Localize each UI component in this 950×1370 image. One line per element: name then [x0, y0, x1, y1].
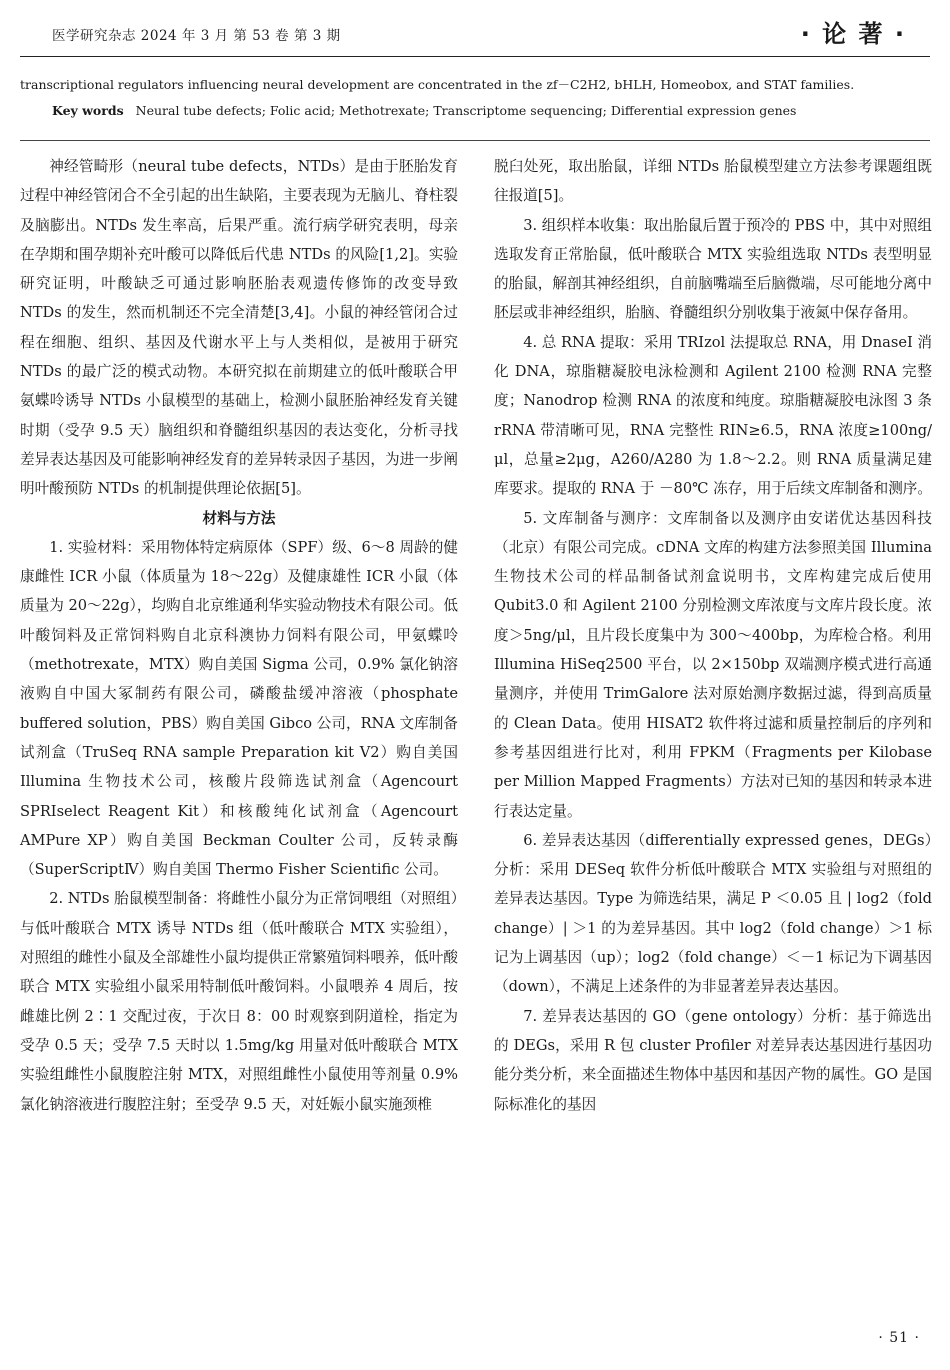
abstract-tail	[20, 72, 930, 124]
paragraph-go-analysis: 7. 差异表达基因的 GO（gene ontology）分析：基于筛选出的 DEGs，采用 R 包 cluster Profiler 对差异表达基因进行基因功能分类分析，来全面描述生物体中基因和基因产物的属性。GO 是国际标准化的基因	[494, 1007, 932, 1113]
journal-info: 医学研究杂志 2024 年 3 月 第 53 卷 第 3 期	[52, 28, 341, 44]
paragraph-model-prep: 2. NTDs 胎鼠模型制备：将雌性小鼠分为正常饲喂组（对照组）与低叶酸联合 MTX 诱导 NTDs 组（低叶酸联合 MTX 实验组），对照组的雌性小鼠及全部雄性小鼠均提供正常繁殖饲料喂养，低叶酸联合 MTX 实验组小鼠采用特制低叶酸饲料。小鼠喂养 4 周后，按雌雄比例 2∶1 交配过夜，于次日 8：00 时观察到阴道栓，指定为受孕 0.5 天；受孕 7.5 天时以 1.5mg/kg 用量对低叶酸联合 MTX 实验组雌性小鼠腹腔注射 MTX，对照组雌性小鼠使用等剂量 0.9% 氯化钠溶液进行腹腔注射；至受孕 9.5 天，对妊娠小鼠实施颈椎	[20, 890, 458, 1113]
page-number: · 51 ·	[878, 1330, 920, 1346]
keywords-line	[20, 98, 930, 124]
header-rule	[20, 56, 930, 57]
paragraph-sample-collection: 3. 组织样本收集：取出胎鼠后置于预冷的 PBS 中，其中对照组选取发育正常胎鼠，低叶酸联合 MTX 实验组选取 NTDs 表型明显的胎鼠，解剖其神经组织，自前脑嘴端至后脑微端，尽可能地分离中胚层或非神经组织，胎脑、脊髓组织分别收集于液氮中保存备用。	[494, 216, 932, 322]
abstract-last-line: transcriptional regulators influencing neural development are concentrated in the zf－C2H2, bHLH, Homeobox, and STAT families.	[20, 77, 855, 92]
paragraph-deg-analysis: 6. 差异表达基因（differentially expressed genes，DEGs）分析：采用 DESeq 软件分析低叶酸联合 MTX 实验组与对照组的差异表达基因。Type 为筛选结果，满足 P ＜0.05 且 | log2（fold change）| ＞1 的为差异基因。其中 log2（fold change）＞1 标记为上调基因（up）；log2（fold change）＜－1 标记为下调基因（down），不满足上述条件的为非显著差异表达基因。	[494, 831, 932, 996]
section-rule	[20, 140, 930, 141]
keywords-label: Key words	[52, 103, 124, 118]
paragraph-model-prep-cont: 脱臼处死，取出胎鼠，详细 NTDs 胎鼠模型建立方法参考课题组既往报道[5]。	[494, 158, 932, 205]
page-header	[0, 0, 950, 54]
intro-paragraph: 神经管畸形（neural tube defects，NTDs）是由于胚胎发育过程中神经管闭合不全引起的出生缺陷，主要表现为无脑儿、脊柱裂及脑膨出。NTDs 发生率高，后果严重。流行病学研究表明，母亲在孕期和围孕期补充叶酸可以降低后代患 NTDs 的风险[1,2]。实验研究证明，叶酸缺乏可通过影响胚胎表观遗传修饰的改变导致 NTDs 的发生，然而机制还不完全清楚[3,4]。小鼠的神经管闭合过程在细胞、组织、基因及代谢水平上与人类相似，是被用于研究 NTDs 的最广泛的模式动物。本研究拟在前期建立的低叶酸联合甲氨蝶呤诱导 NTDs 小鼠模型的基础上，检测小鼠胚胎神经发育关键时期（受孕 9.5 天）脑组织和脊髓组织基因的表达变化，分析寻找差异表达基因及可能影响神经发育的差异转录因子基因，为进一步阐明叶酸预防 NTDs 的机制提供理论依据[5]。	[20, 158, 458, 498]
paragraph-rna-extraction: 4. 总 RNA 提取：采用 TRIzol 法提取总 RNA，用 DnaseⅠ 消化 DNA，琼脂糖凝胶电泳检测和 Agilent 2100 检测 RNA 完整度；Nanodrop 检测 RNA 的浓度和纯度。琼脂糖凝胶电泳图 3 条 rRNA 带清晰可见，RNA 完整性 RIN≥6.5，RNA 浓度≥100ng/μl，总量≥2μg，A260/A280 为 1.8～2.2。则 RNA 质量满足建库要求。提取的 RNA 于 －80℃ 冻存，用于后续文库制备和测序。	[494, 333, 932, 498]
left-column	[20, 152, 458, 1119]
paragraph-library-sequencing: 5. 文库制备与测序：文库制备以及测序由安诺优达基因科技（北京）有限公司完成。cDNA 文库的构建方法参照美国 Illumina 生物技术公司的样品制备试剂盒说明书，文库构建完成后使用 Qubit3.0 和 Agilent 2100 分别检测文库浓度与文库片段长度。浓度＞5ng/μl，且片段长度集中为 300～400bp，为库检合格。利用 Illumina HiSeq2500 平台，以 2×150bp 双端测序模式进行高通量测序，并使用 TrimGalore 法对原始测序数据过滤，得到高质量的 Clean Data。使用 HISAT2 软件将过滤和质量控制后的序列和参考基因组进行比对，利用 FPKM（Fragments per Kilobase per Million Mapped Fragments）方法对已知的基因和转录本进行表达定量。	[494, 509, 932, 820]
keywords-text: Neural tube defects; Folic acid; Methotrexate; Transcriptome sequencing; Differential expression genes	[135, 103, 797, 118]
right-column	[494, 152, 932, 1119]
methods-heading: 材料与方法	[202, 509, 276, 527]
section-label: · 论 著 ·	[800, 20, 906, 48]
paragraph-materials: 1. 实验材料：采用物体特定病原体（SPF）级、6～8 周龄的健康雌性 ICR 小鼠（体质量为 18～22g）及健康雄性 ICR 小鼠（体质量为 20～22g），均购自北京维通利华实验动物技术有限公司。低叶酸饲料及正常饲料购自北京科澳协力饲料有限公司，甲氨蝶呤（methotrexate，MTX）购自美国 Sigma 公司，0.9% 氯化钠溶液购自中国大冢制药有限公司，磷酸盐缓冲溶液（phosphate buffered solution，PBS）购自美国 Gibco 公司，RNA 文库制备试剂盒（TruSeq RNA sample Preparation kit V2）购自美国 Illumina 生物技术公司，核酸片段筛选试剂盒（Agencourt SPRIselect Reagent Kit）和核酸纯化试剂盒（Agencourt AMPure XP）购自美国 Beckman Coulter 公司，反转录酶（SuperScriptⅣ）购自美国 Thermo Fisher Scientific 公司。	[20, 538, 458, 879]
